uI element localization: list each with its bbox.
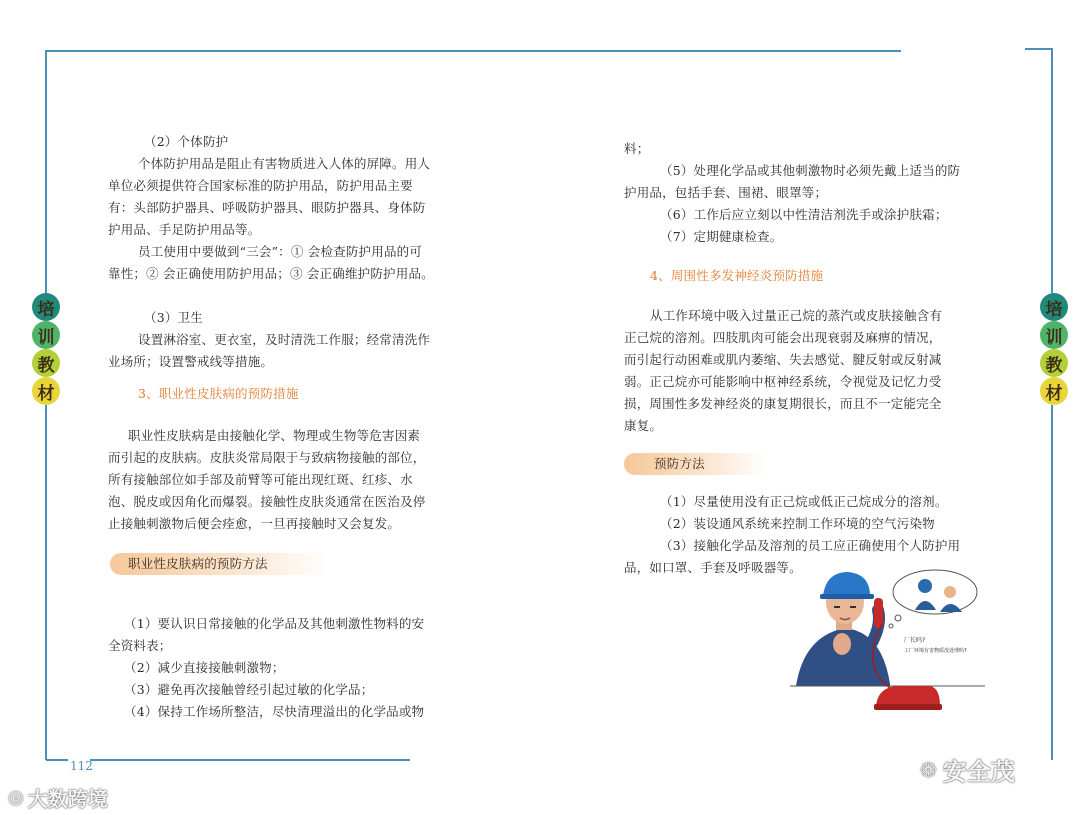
section-heading-skin: 3、职业性皮肤病的预防措施: [138, 386, 299, 401]
left-line: 员工使用中要做到“三会”：① 会检查防护用品的可: [138, 244, 423, 259]
left-line: 单位必须提供符合国家标准的防护用品，防护用品主要: [108, 178, 413, 193]
side-tab-char: 训: [1040, 321, 1068, 349]
frame-bottom-line-right: [90, 759, 410, 761]
left-line: 个体防护用品是阻止有害物质进入人体的屏障。用人: [138, 156, 431, 171]
ribbon-skin-prevention: 职业性皮肤病的预防方法: [110, 553, 328, 575]
frame-right-line-lower: [1051, 405, 1053, 760]
side-tab-char: 培: [32, 293, 60, 321]
left-line: （3）避免再次接触曾经引起过敏的化学品；: [124, 682, 374, 697]
watermark-right-text: 安全茂: [942, 758, 1015, 786]
frame-left-line: [45, 50, 47, 295]
right-line: 康复。: [624, 418, 663, 433]
watermark-left-text: 大数跨境: [27, 787, 108, 811]
side-tab-char: 教: [32, 349, 60, 377]
side-tab-right: [1039, 293, 1069, 405]
speech-line-1: 厂长吗?: [904, 637, 926, 644]
right-line: （6）工作后应立刻以中性清洁剂洗手或涂护肤霜；: [660, 207, 948, 222]
frame-left-line-lower: [45, 405, 47, 760]
left-line: 有：头部防护器具、呼吸防护器具、眼防护器具、身体防: [108, 200, 426, 215]
frame-right-line: [1051, 48, 1053, 293]
left-line: 泡、脱皮或因角化而爆裂。接触性皮肤炎通常在医治及停: [108, 494, 426, 509]
watermark-right: [920, 752, 1015, 787]
section-heading-neuritis: 4、周围性多发神经炎预防措施: [650, 268, 824, 283]
right-line: 料；: [624, 141, 650, 156]
left-line: 设置淋浴室、更衣室，及时清洗工作服；经常清洗作: [138, 332, 431, 347]
right-line: （5）处理化学品或其他刺激物时必须先戴上适当的防: [660, 163, 961, 178]
right-line: 而引起行动困难或肌内萎缩、失去感觉、腱反射或反射减: [624, 352, 942, 367]
left-line: （4）保持工作场所整洁，尽快清理溢出的化学品或物: [124, 704, 425, 719]
left-line: 业场所；设置警戒线等措施。: [108, 354, 274, 369]
right-line: （7）定期健康检查。: [660, 229, 783, 244]
left-page-text: [108, 131, 453, 723]
side-tab-left: [31, 293, 61, 405]
left-line: 靠性；② 会正确使用防护用品；③ 会正确维护防护用品。: [108, 266, 434, 281]
side-tab-char: 训: [32, 321, 60, 349]
page-number: 112: [70, 759, 93, 773]
worker-phone-illustration: [790, 566, 990, 736]
left-line: 所有接触部位如手部及前臂等可能出现红斑、红疹、水: [108, 472, 413, 487]
right-line: 护用品，包括手套、围裙、眼罩等；: [624, 185, 828, 200]
watermark-left: [8, 783, 108, 812]
side-tab-char: 材: [1040, 377, 1068, 405]
right-page-text: [624, 138, 969, 579]
left-line: 而引起的皮肤病。皮肤炎常局限于与致病物接触的部位，: [108, 450, 426, 465]
right-line: （2）装设通风系统来控制工作环境的空气污染物: [660, 516, 935, 531]
side-tab-char: 教: [1040, 349, 1068, 377]
right-line: 从工作环境中吸入过量正己烷的蒸汽或皮肤接触含有: [650, 308, 943, 323]
frame-top-right-stub: [1025, 48, 1053, 50]
wechat-icon: ❁: [920, 757, 937, 782]
speech-line-2: 工厂环境有害物质没处理吗?: [904, 648, 967, 654]
left-line: （3）卫生: [144, 310, 203, 325]
left-line: 职业性皮肤病是由接触化学、物理或生物等危害因素: [128, 428, 421, 443]
left-line: （1）要认识日常接触的化学品及其他刺激性物料的安: [124, 616, 425, 631]
brand-icon: ◎: [8, 787, 24, 808]
left-line: （2）减少直接接触刺激物；: [124, 660, 285, 675]
frame-top-line: [46, 50, 901, 52]
right-line: （1）尽量使用没有正己烷或低正己烷成分的溶剂。: [660, 494, 948, 509]
right-line: （3）接触化学品及溶剂的员工应正确使用个人防护用: [660, 538, 961, 553]
right-line: 正己烷的溶剂。四肢肌肉可能会出现衰弱及麻痹的情况，: [624, 330, 942, 345]
right-line: 品，如口罩、手套及呼吸器等。: [624, 560, 802, 575]
frame-bottom-line: [46, 759, 68, 761]
side-tab-char: 材: [32, 377, 60, 405]
side-tab-char: 培: [1040, 293, 1068, 321]
left-line: 止接触刺激物后便会痊愈，一旦再接触时又会复发。: [108, 516, 401, 531]
left-line: 全资料表；: [108, 638, 172, 653]
left-line: 护用品、手足防护用品等。: [108, 222, 261, 237]
right-line: 损，周围性多发神经炎的康复期很长，而且不一定能完全: [624, 396, 942, 411]
right-line: 弱。正己烷亦可能影响中枢神经系统，令视觉及记忆力受: [624, 374, 942, 389]
left-line: （2）个体防护: [144, 134, 229, 149]
ribbon-prevention: 预防方法: [624, 453, 765, 475]
